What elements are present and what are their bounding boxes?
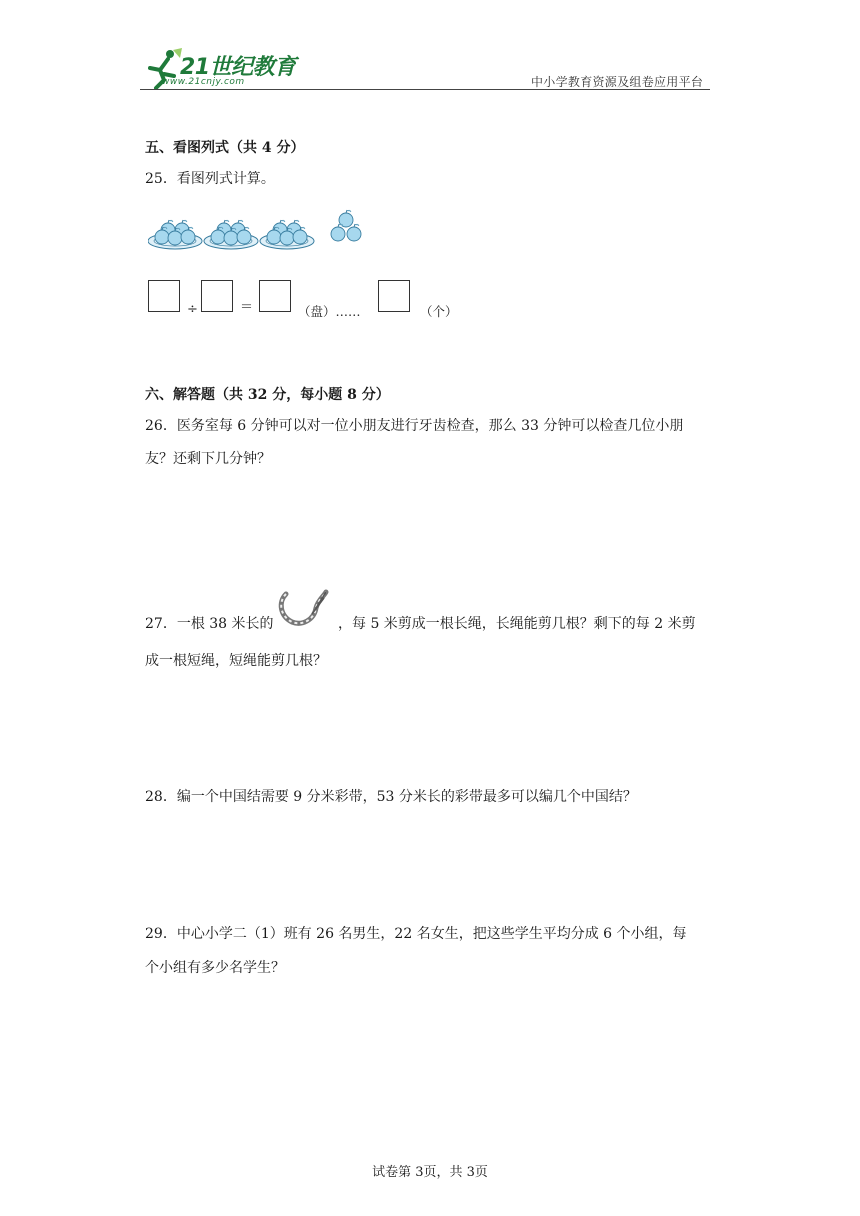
plate-1: [148, 220, 202, 249]
logo-text: 21世纪教育: [180, 55, 296, 80]
answer-box-quotient[interactable]: [259, 280, 291, 312]
equals-sign: ＝: [240, 300, 254, 315]
question-29-line2: 个小组有多少名学生？: [145, 960, 285, 976]
question-27-line1-a: 27．一根 38 米长的: [145, 616, 274, 632]
platform-title: 中小学教育资源及组卷应用平台: [531, 75, 704, 89]
unit-plate: （盘）……: [298, 304, 361, 319]
header-logo: [140, 46, 310, 92]
plate-2: [204, 220, 258, 249]
apples-picture: [148, 208, 370, 254]
division-sign: ÷: [187, 302, 198, 317]
question-27-line2: 成一根短绳，短绳能剪几根？: [145, 653, 327, 669]
question-26-line1: 26．医务室每 6 分钟可以对一位小朋友进行牙齿检查，那么 33 分钟可以检查几位小朋: [145, 418, 684, 434]
plate-3: [260, 220, 314, 249]
question-26-line2: 友？还剩下几分钟？: [145, 451, 271, 467]
rope-icon: [276, 588, 330, 632]
answer-box-remainder[interactable]: [378, 280, 410, 312]
question-28-text: 28．编一个中国结需要 9 分米彩带，53 分米长的彩带最多可以编几个中国结？: [145, 789, 637, 805]
section-six-title: 六、解答题（共 32 分，每小题 8 分）: [145, 387, 390, 403]
page-footer: 试卷第 3页，共 3页: [372, 1165, 488, 1180]
question-27-line1-b: ，每 5 米剪成一根长绳，长绳能剪几根？剩下的每 2 米剪: [338, 616, 696, 632]
answer-box-dividend[interactable]: [148, 280, 180, 312]
unit-item: （个）: [420, 304, 458, 319]
question-29-line1: 29．中心小学二（1）班有 26 名男生，22 名女生，把这些学生平均分成 6 个小组，每: [145, 926, 687, 942]
answer-box-divisor[interactable]: [201, 280, 233, 312]
header-divider: [140, 89, 710, 90]
question-25-text: 25．看图列式计算。: [145, 171, 275, 187]
section-five-title: 五、看图列式（共 4 分）: [145, 140, 305, 156]
logo-url: www.21cnjy.com: [162, 77, 245, 87]
